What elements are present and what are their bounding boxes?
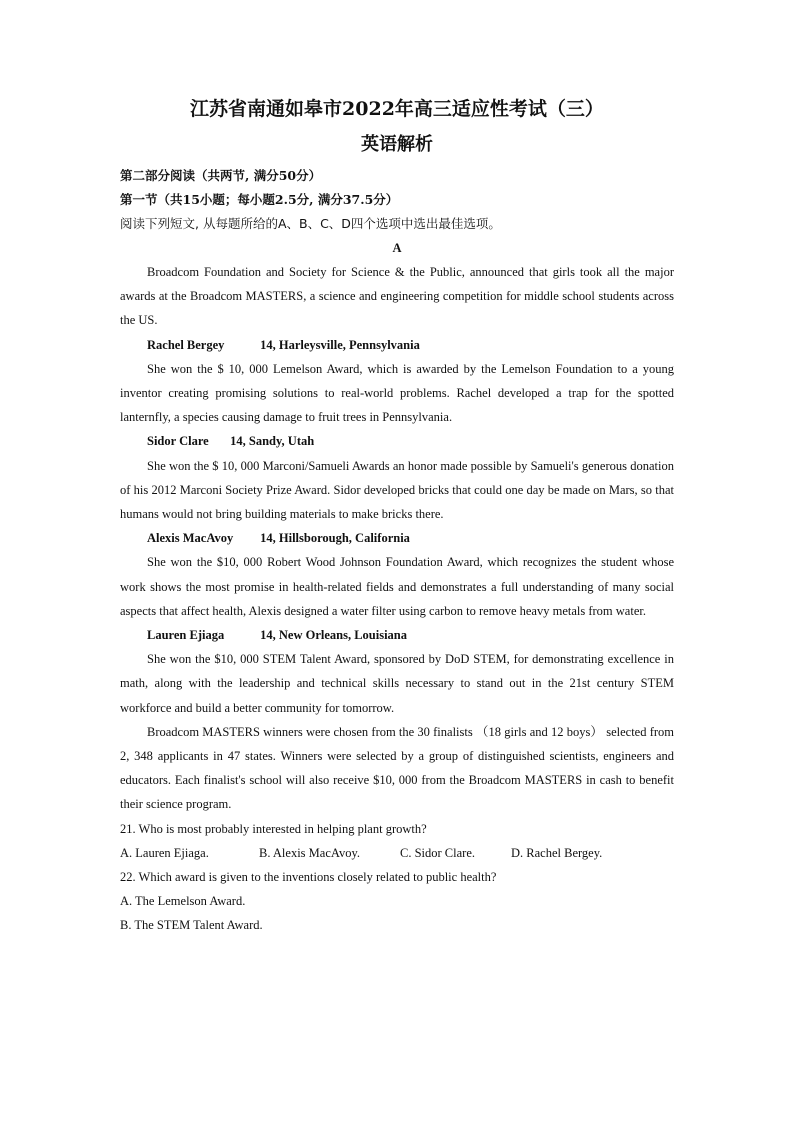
winner-name: Lauren Ejiaga xyxy=(147,628,225,643)
winner-heading xyxy=(120,623,674,647)
winner-name: Sidor Clare xyxy=(147,434,209,449)
winner-info: 14, Harleysville, Pennsylvania xyxy=(260,337,420,352)
winner-name: Alexis MacAvoy xyxy=(147,531,234,546)
option-b[interactable]: B. The STEM Talent Award. xyxy=(120,918,263,933)
winner-description: She won the $ 10, 000 Marconi/Samueli Awards an honor made possible by Samueli's generous donation of his 2012 Marconi Society Prize Award. Sidor developed bricks that could one day be made on Mars, so that humans would not bring building materials to make bricks there. xyxy=(120,458,674,522)
question-options xyxy=(120,841,674,865)
winner-heading xyxy=(120,526,674,550)
passage-label: A xyxy=(392,241,402,255)
winner-description: She won the $10, 000 Robert Wood Johnson Foundation Award, which recognizes the student whose work shows the most promise in health-related fields and demonstrates a full understanding of many social aspects that affect health, Alexis designed a water filter using carbon to remove heavy metals from water. xyxy=(120,555,674,618)
passage-closing: Broadcom MASTERS winners were chosen from the 30 finalists （18 girls and 12 boys） selected from 2, 348 applicants in 47 states. Winners were selected by a group of distinguished scientists, engineers and educators. Each finalist's school will also receive $10, 000 from the Broadcom MASTERS in cash to benefit their science program. xyxy=(120,724,674,812)
page-subtitle: 英语解析 xyxy=(361,134,433,155)
page-title: 江苏省南通如皋市2022年高三适应性考试（三） xyxy=(190,98,604,120)
option-c[interactable]: C. Sidor Clare. xyxy=(400,845,475,860)
winner-info: 14, Hillsborough, California xyxy=(260,531,410,546)
question-stem: 22. Which award is given to the inventions closely related to public health? xyxy=(120,870,497,885)
winner-name: Rachel Bergey xyxy=(147,337,225,352)
option-a[interactable]: A. Lauren Ejiaga. xyxy=(120,845,209,860)
passage-intro: Broadcom Foundation and Society for Science & the Public, announced that girls took all the major awards at the Broadcom MASTERS, a science and engineering competition for middle school students across the US. xyxy=(120,265,674,328)
option-b[interactable]: B. Alexis MacAvoy. xyxy=(259,845,361,860)
winner-info: 14, New Orleans, Louisiana xyxy=(260,628,408,643)
document-page xyxy=(120,94,674,938)
winner-heading xyxy=(120,333,674,357)
instruction-text: 阅读下列短文, 从每题所给的A、B、C、D四个选项中选出最佳选项。 xyxy=(120,216,501,231)
question-stem: 21. Who is most probably interested in helping plant growth? xyxy=(120,821,427,836)
winner-description: She won the $10, 000 STEM Talent Award, sponsored by DoD STEM, for demonstrating excellence in math, along with the leadership and technical skills necessary to stand out in the 21st century STEM workforce and build a better community for tomorrow. xyxy=(120,652,674,715)
section-heading: 第一节（共15小题；每小题2.5分, 满分37.5分） xyxy=(120,192,399,207)
winner-info: 14, Sandy, Utah xyxy=(230,434,315,449)
option-d[interactable]: D. Rachel Bergey. xyxy=(511,845,603,860)
option-a[interactable]: A. The Lemelson Award. xyxy=(120,894,246,909)
part-heading: 第二部分阅读（共两节, 满分50分） xyxy=(120,168,322,183)
winner-heading xyxy=(120,429,674,453)
winner-description: She won the $ 10, 000 Lemelson Award, which is awarded by the Lemelson Foundation to a young inventor creating promising solutions to real-world problems. Rachel developed a trap for the spotted lanternfly, a species causing damage to fruit trees in Pennsylvania. xyxy=(120,361,674,425)
